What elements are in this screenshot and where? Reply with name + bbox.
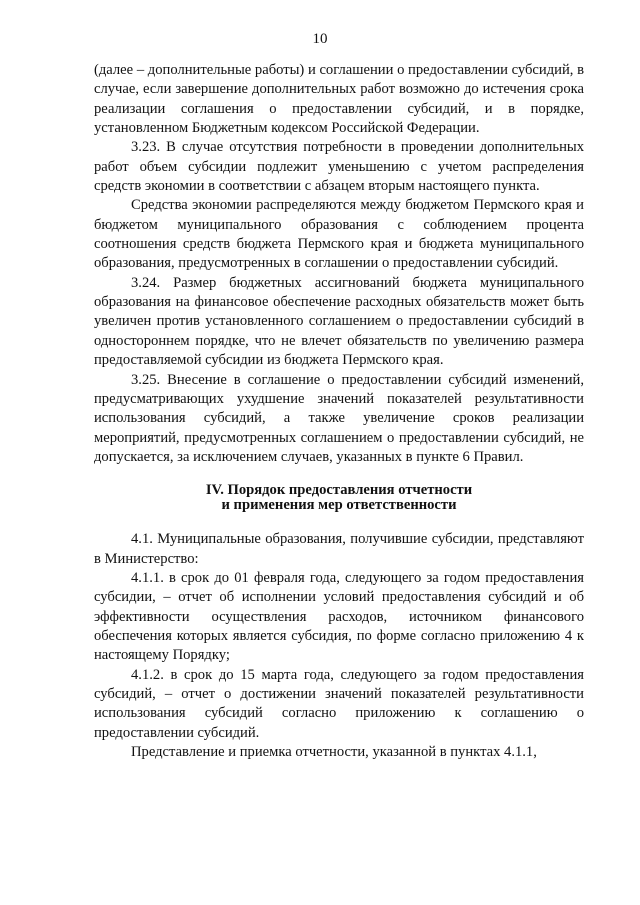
page-number: 10 <box>312 31 328 47</box>
paragraph-3-25: 3.25. Внесение в соглашение о предоставлении субсидий изменений, предусматривающих ухудшение значений показателей результативности использования субсидий, а также увеличение сроков реализации мероприятий, предусмотренных соглашением о предоставлении субсидий, не допускается, за исключением случаев, указанных в пункте 6 Правил. <box>94 371 584 465</box>
document-body <box>94 61 584 762</box>
paragraph-continuation: (далее – дополнительные работы) и соглашении о предоставлении субсидий, в случае, если завершение дополнительных работ возможно до истечения срока реализации соглашения о предоставлении субсидий, и в порядке, установленном Бюджетным кодексом Российской Федерации. <box>94 62 584 137</box>
paragraph-3-24: 3.24. Размер бюджетных ассигнований бюджета муниципального образования на финансовое обеспечение расходных обязательств может быть увеличен против установленного соглашением о предоставлении субсидий в одностороннем порядке, что не влечет обязательств по увеличению размера предоставляемой субсидии из бюджета Пермского края. <box>94 274 584 369</box>
paragraph-savings-distribution: Средства экономии распределяются между бюджетом Пермского края и бюджетом муниципального образования с соблюдением процента соотношения средств бюджета Пермского края и бюджета муниципального образования, предусмотренных в соглашении о предоставлении субсидий. <box>94 197 584 272</box>
paragraph-4-1: 4.1. Муниципальные образования, получившие субсидии, представляют в Министерство: <box>94 531 584 567</box>
paragraph-reporting-acceptance: Представление и приемка отчетности, указанной в пунктах 4.1.1, <box>131 744 537 760</box>
section-heading <box>94 483 584 513</box>
section-heading-line-2: и применения мер ответственности <box>221 497 457 514</box>
paragraph-4-1-2: 4.1.2. в срок до 15 марта года, следующего за годом предоставления субсидий, – отчет о достижении значений показателей результативности использования субсидий согласно приложению к соглашению о предоставлении субсидий. <box>94 666 584 741</box>
paragraph-3-23: 3.23. В случае отсутствия потребности в проведении дополнительных работ объем субсидии подлежит уменьшению с учетом распределения средств экономии в соответствии с абзацем вторым настоящего пункта. <box>94 139 584 195</box>
section-heading-line-1: IV. Порядок предоставления отчетности <box>205 482 473 499</box>
paragraph-4-1-1: 4.1.1. в срок до 01 февраля года, следующего за годом предоставления субсидии, – отчет об исполнении условий предоставления субсидий и об эффективности осуществления расходов, источником финансового обеспечения которых является субсидия, по форме согласно приложению 4 к настоящему Порядку; <box>94 569 584 664</box>
